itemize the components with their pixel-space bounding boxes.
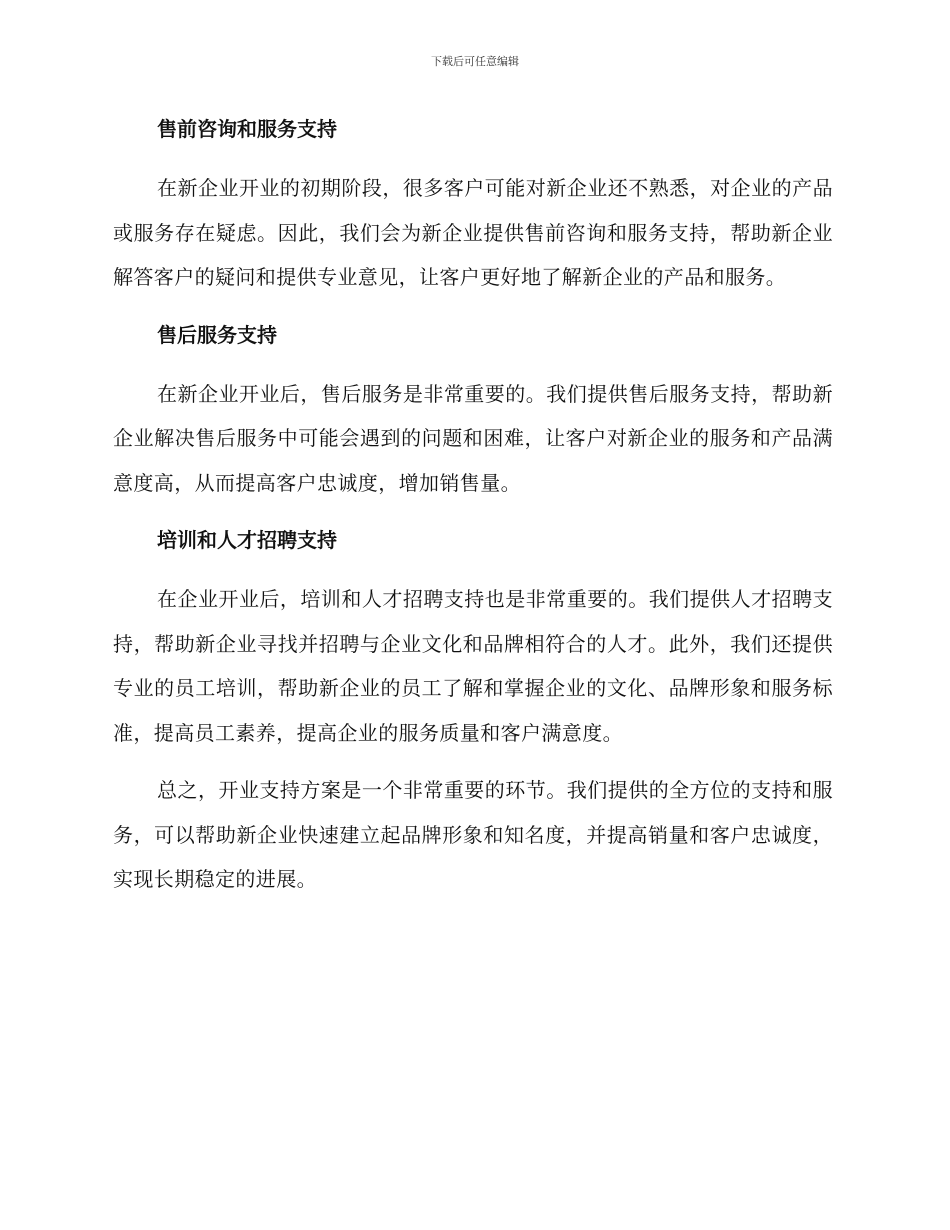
document-body — [113, 107, 833, 902]
page-header: 下载后可任意编辑 — [431, 55, 519, 68]
conclusion-paragraph: 总之，开业支持方案是一个非常重要的环节。我们提供的全方位的支持和服务，可以帮助新企业快速建立起品牌形象和知名度，并提高销量和客户忠诚度，实现长期稳定的进展。 — [113, 778, 833, 891]
section-paragraph-aftersales: 在新企业开业后，售后服务是非常重要的。我们提供售后服务支持，帮助新企业解决售后服务中可能会遇到的问题和困难，让客户对新企业的服务和产品满意度高，从而提高客户忠诚度，增加销售量。 — [113, 381, 833, 495]
section-paragraph-training: 在企业开业后，培训和人才招聘支持也是非常重要的。我们提供人才招聘支持，帮助新企业寻找并招聘与企业文化和品牌相符合的人才。此外，我们还提供专业的员工培训，帮助新企业的员工了解和掌握企业的文化、品牌形象和服务标准，提高员工素养，提高企业的服务质量和客户满意度。 — [113, 587, 833, 745]
section-heading-presales: 售前咨询和服务支持 — [157, 117, 337, 141]
section-heading-aftersales: 售后服务支持 — [157, 322, 277, 347]
section-heading-training: 培训和人才招聘支持 — [157, 528, 337, 552]
section-paragraph-presales: 在新企业开业的初期阶段，很多客户可能对新企业还不熟悉，对企业的产品或服务存在疑虑。因此，我们会为新企业提供售前咨询和服务支持，帮助新企业解答客户的疑问和提供专业意见，让客户更好地了解新企业的产品和服务。 — [113, 176, 833, 289]
